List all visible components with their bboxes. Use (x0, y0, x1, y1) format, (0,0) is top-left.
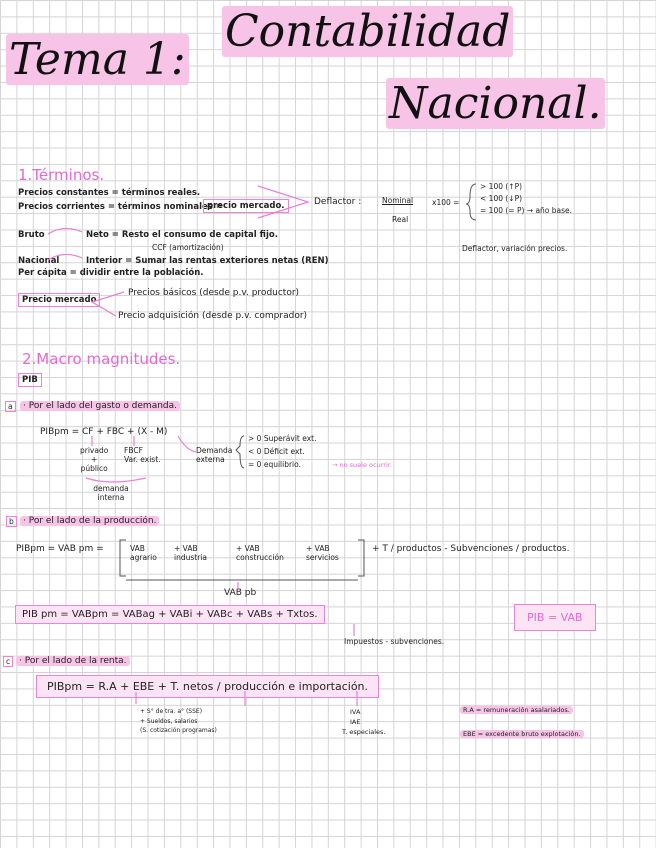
a-case-2: < 0 Déficit ext. (248, 447, 305, 456)
a-fbc: FBCF Var. exist. (124, 446, 161, 464)
precios-corrientes: Precios corrientes = términos nominales = (18, 202, 223, 212)
nacional-label: Nacional (18, 256, 60, 266)
a-demanda-externa: Demanda externa (196, 446, 233, 464)
interior-definition: Interior = Sumar las rentas exteriores netas (REN) (86, 256, 329, 266)
marker-a: a (5, 401, 16, 412)
deflactor-label: Deflactor : (314, 197, 362, 207)
precio-chevron (92, 292, 124, 316)
deflactor-case-3: = 100 (= P) → año base. (480, 206, 573, 215)
a-formula: PIBpm = CF + FBC + (X - M) (40, 427, 168, 437)
marker-b: b (6, 516, 17, 527)
marker-c: c (3, 656, 13, 667)
b-impuestos: Impuestos - subvenciones. (344, 637, 445, 646)
c-sub-3: (S. cotización programas) (140, 727, 217, 734)
precio-adquisicion: Precio adquisición (desde p.v. comprador) (118, 311, 308, 321)
pib-box: PIB (18, 373, 42, 387)
deflactor-case-2: < 100 (↓P) (480, 194, 523, 203)
per-capita: Per cápita = dividir entre la población. (18, 268, 204, 278)
title-contabilidad: Contabilidad (222, 6, 513, 57)
bruto-label: Bruto (18, 230, 45, 240)
c-def-ra: R.A = remuneración asalariados. (460, 706, 573, 714)
deflactor-chevron (258, 186, 308, 218)
deflactor-nominal: Nominal (382, 196, 414, 205)
b-item-industria: + VAB industria (174, 544, 207, 562)
c-sub-2: + Sueldos, salarios (140, 718, 198, 725)
neto-definition: Neto = Resto el consumo de capital fijo. (86, 230, 278, 240)
c-pib-box: PIBpm = R.A + EBE + T. netos / producción e importación. (36, 675, 379, 698)
b-item-servicios: + VAB servicios (306, 544, 339, 562)
c-title: · Por el lado de la renta. (16, 656, 130, 666)
deflactor-x100: x100 = (432, 198, 460, 207)
title-nacional: Nacional. (386, 78, 605, 129)
b-item-agrario: VAB agrario (130, 544, 157, 562)
c-iae: IAE (350, 718, 361, 726)
precios-constantes: Precios constantes = términos reales. (18, 188, 201, 198)
neto-arrow (48, 228, 82, 234)
a-consumo: privado + público (80, 446, 109, 473)
a-note: → no suele ocurrir. (332, 461, 392, 469)
b-pib-box: PIB pm = VABpm = VABag + VABi + VABc + VABs + Txtos. (15, 605, 325, 624)
interior-arrow (48, 254, 82, 260)
b-formula-left: PIBpm = VAB pm = (16, 544, 104, 554)
b-vab-pb: VAB pb (224, 588, 257, 598)
a-title: · Por el lado del gasto o demanda. (20, 401, 180, 411)
a-demanda-interna: demanda interna (93, 484, 129, 502)
deflactor-note: Deflactor, variación precios. (462, 244, 568, 253)
b-item-construccion: + VAB construcción (236, 544, 284, 562)
c-def-ebe: EBE = excedente bruto explotación. (460, 730, 584, 738)
title-tema: Tema 1: (6, 34, 189, 85)
deflactor-case-1: > 100 (↑P) (480, 182, 523, 191)
b-title: · Por el lado de la producción. (20, 516, 159, 526)
c-sub-1: + S° de tra. a° (SSE) (140, 708, 203, 715)
precios-basicos: Precios básicos (desde p.v. productor) (128, 288, 300, 298)
ccf-note: CCF (amortización) (152, 243, 224, 252)
b-pib-vab-box: PIB = VAB (514, 604, 596, 631)
deflactor-real: Real (392, 215, 409, 224)
precio-mercado-tag: precio mercado. (203, 199, 289, 213)
section-2-heading: 2.Macro magnitudes. (22, 350, 181, 368)
a-case-1: > 0 Superávit ext. (248, 434, 317, 443)
c-t-especiales: T. especiales. (342, 728, 386, 736)
a-case-3: = 0 equilibrio. (248, 460, 301, 469)
section-1-heading: 1.Términos. (18, 166, 105, 184)
c-iva: IVA (350, 708, 361, 716)
b-formula-right: + T / productos - Subvenciones / productos. (372, 544, 570, 554)
precio-mercado-box: Precio mercado (18, 293, 100, 307)
